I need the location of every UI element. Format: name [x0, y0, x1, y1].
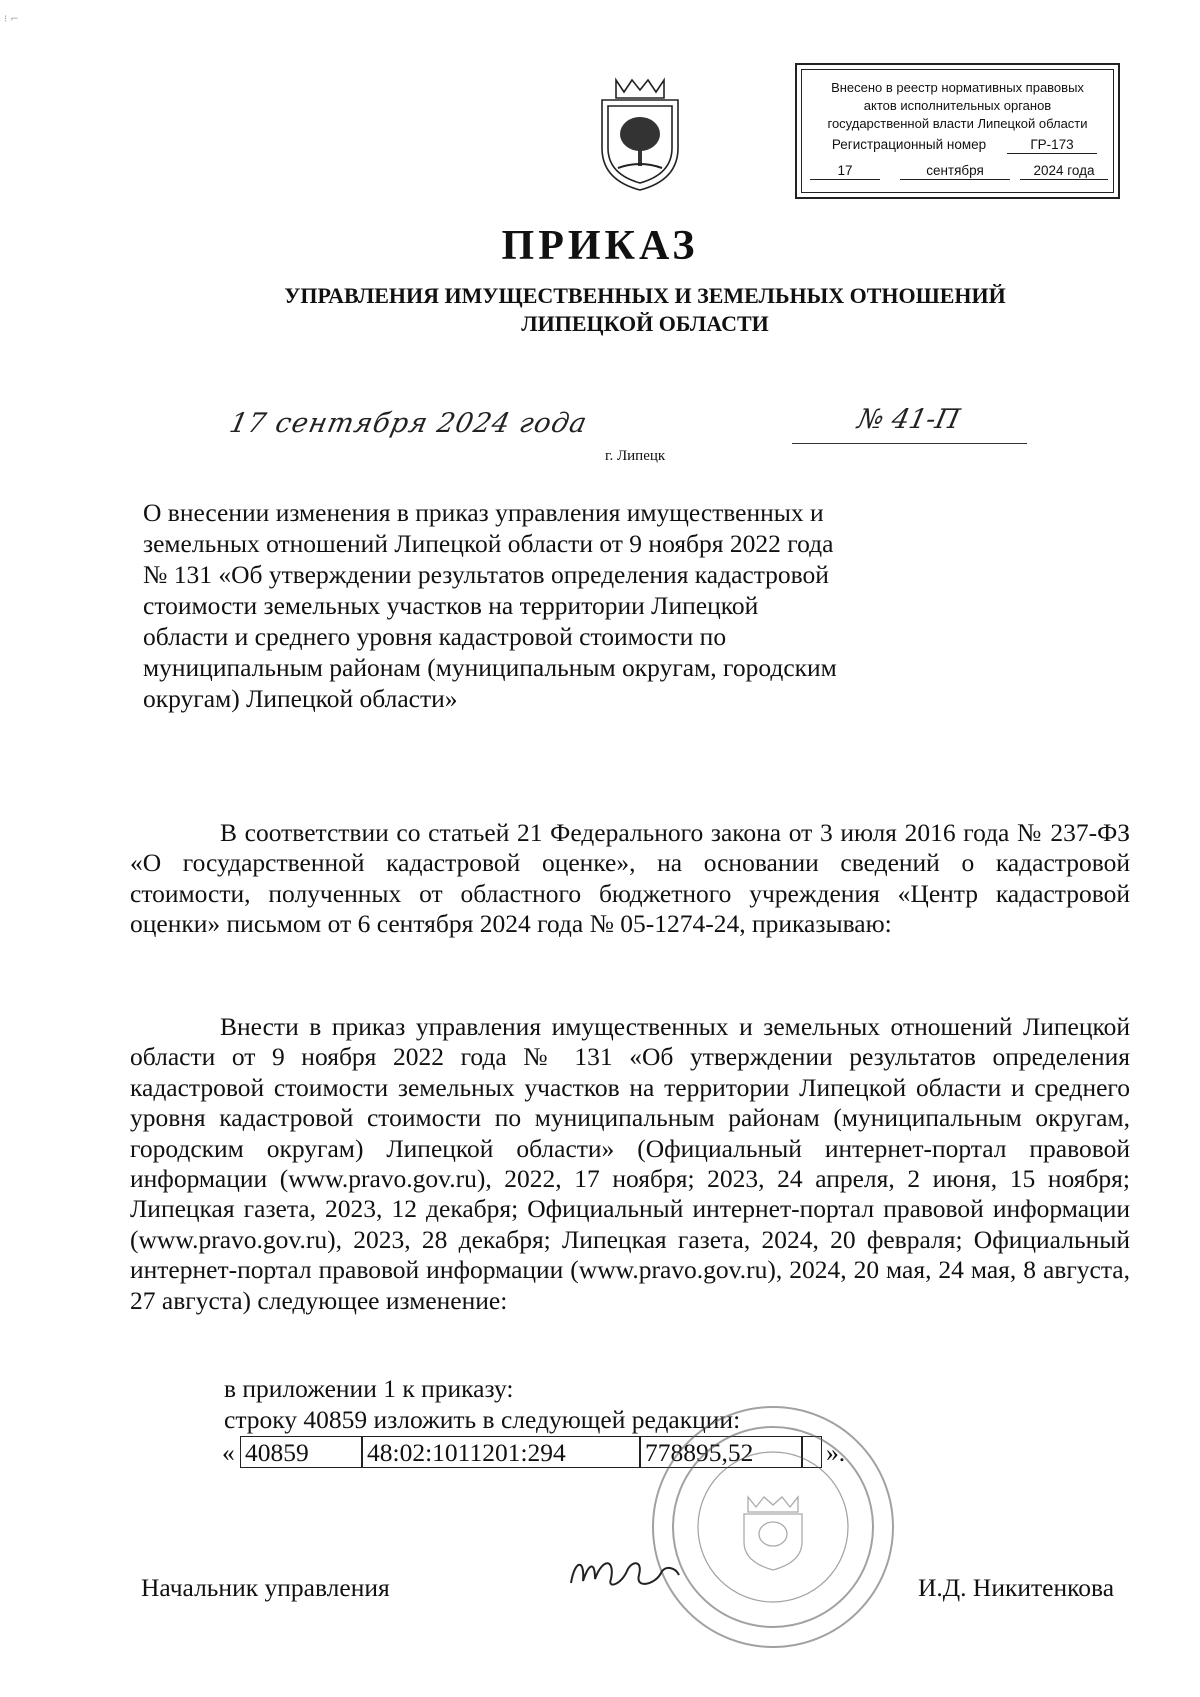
registry-number: ГР-173 [1007, 137, 1097, 154]
body-paragraph: Внести в приказ управления имущественных и земельных отношений Липецкой области от 9 ноября 2022 года № 131 «Об утверждении результатов определения кадастровой стоимости земельных участков на территории Липецкой области и среднего уровня кадастровой стоимости по муниципальным районам (муниципальным округам, городским округам) Липецкой области» (Официальный интернет-портал правовой информации (www.pravo.gov.ru), 2022, 17 ноября; 2023, 24 апреля, 2 июня, 15 ноября; Липецкая газета, 2023, 12 декабря; Официальный интернет-портал правовой информации (www.pravo.gov.ru), 2023, 28 декабря; Липецкая газета, 2024, 20 февраля; Официальный интернет-портал правовой информации (www.pravo.gov.ru), 2024, 20 мая, 24 мая, 8 августа, 27 августа) следующее изменение: [130, 1012, 1130, 1315]
handwritten-date: 17 сентября 2024 года [226, 408, 591, 439]
number-underline [792, 443, 1027, 444]
registry-line: актов исполнительных органов [863, 98, 1052, 113]
registry-month: сентября [900, 163, 1010, 180]
handwritten-signature [565, 1545, 685, 1595]
registry-stamp-box [795, 63, 1120, 199]
table-cell-cadastral-value: 778895,52 [640, 1436, 802, 1468]
official-seal-icon [648, 1402, 898, 1652]
order-subject: О внесении изменения в приказ управления имущественных и земельных отношений Липецкой области от 9 ноября 2022 года № 131 «Об утверждении результатов определения кадастровой стоимости земельных участков на территории Липецкой области и среднего уровня кадастровой стоимости по муниципальным районам (муниципальным округам, городским округам) Липецкой области» [143, 498, 837, 713]
subtitle-line: УПРАВЛЕНИЯ ИМУЩЕСТВЕННЫХ И ЗЕМЕЛЬНЫХ ОТНОШЕНИЙ [284, 283, 1006, 308]
signatory-role: Начальник управления [141, 1573, 390, 1602]
close-quote: ». [826, 1438, 846, 1467]
open-quote: « [222, 1438, 235, 1467]
registry-year: 2024 года [1020, 163, 1108, 180]
registry-line: государственной власти Липецкой области [827, 116, 1088, 131]
coat-of-arms-icon [594, 76, 686, 194]
registry-number-label: Регистрационный номер [831, 137, 987, 152]
table-cell-row-number: 40859 [240, 1436, 362, 1468]
document-title: ПРИКАЗ [501, 223, 699, 269]
city-label: г. Липецк [605, 448, 666, 464]
registry-line: Внесено в реестр нормативных правовых [831, 80, 1084, 95]
registry-day: 17 [810, 163, 880, 180]
handwritten-number: № 41-П [854, 404, 963, 435]
signatory-name: И.Д. Никитенкова [918, 1573, 1115, 1602]
row-instruction: строку 40859 изложить в следующей редакции: [224, 1405, 741, 1434]
table-cell-cadastral-number: 48:02:1011201:294 [362, 1436, 640, 1468]
subtitle-line: ЛИПЕЦКОЙ ОБЛАСТИ [521, 311, 769, 336]
document-subtitle [0, 282, 1200, 338]
appendix-line: в приложении 1 к приказу: [224, 1374, 514, 1403]
body-paragraph: В соответствии со статьей 21 Федерального закона от 3 июля 2016 года № 237-ФЗ «О государственной кадастровой оценке», на основании сведений о кадастровой стоимости, полученных от областного бюджетного учреждения «Центр кадастровой оценки» письмом от 6 сентября 2024 года № 05-1274-24, приказываю: [130, 818, 1130, 939]
scan-mark: ⁝ ⌐ [4, 14, 19, 25]
